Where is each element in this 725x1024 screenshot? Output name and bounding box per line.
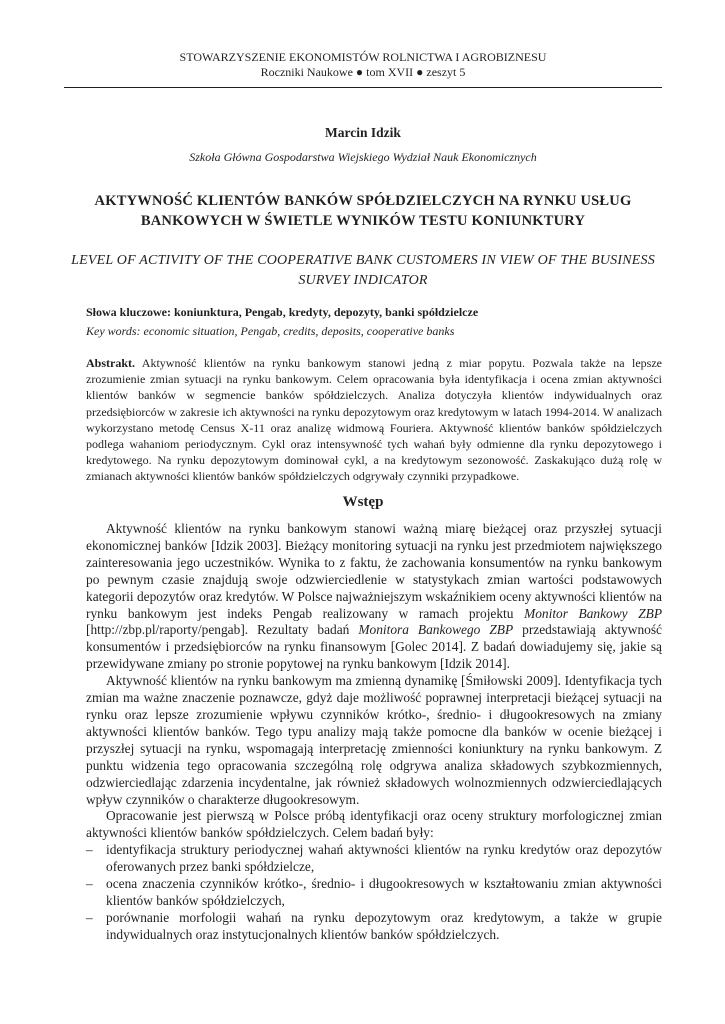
paragraph-1-italic-2: Monitora Bankowego ZBP bbox=[358, 622, 514, 638]
paragraph-1 bbox=[86, 521, 662, 673]
header-org: STOWARZYSZENIE EKONOMISTÓW ROLNICTWA I AGROBIZNESU bbox=[179, 50, 547, 64]
keywords-polish: Słowa kluczowe: koniunktura, Pengab, kredyty, depozyty, banki spółdzielcze bbox=[86, 305, 479, 319]
paragraph-2: Aktywność klientów na rynku bankowym ma zmienną dynamikę [Śmiłowski 2009]. Identyfikacja tych zmian ma ważne znaczenie poznawcze, gdyż daje możliwość poprawnej interpretacji bieżącej sytuacji na rynku oraz lepsze zrozumienie wpływu czynników krótko-, średnio- i długookresowych na zmiany aktywności klientów banków. Tego typu analizy mają także pomocne dla banków w ocenie bieżącej i przyszłej sytuacji na rynku, wspomagają interpretację zmienności koniunktury na rynku bankowym. Z punktu widzenia tego opracowania szczególną rolę odgrywa analiza składowych szybkozmiennych, odzwierciedlając zdarzenia incydentalne, jak również składowych wolnozmiennych odzwierciedlających wpływ czynników o charakterze długookresowym. bbox=[86, 673, 662, 807]
title-polish: AKTYWNOŚĆ KLIENTÓW BANKÓW SPÓŁDZIELCZYCH NA RYNKU USŁUG BANKOWYCH W ŚWIETLE WYNIKÓW TESTU KONIUNKTURY bbox=[94, 193, 632, 229]
journal-header bbox=[64, 50, 662, 80]
list-item: – porównanie morfologii wahań na rynku depozytowym oraz kredytowym, a także w grupie indywidualnych oraz instytucjonalnych klientów banków spółdzielczych. bbox=[86, 910, 662, 944]
header-rule bbox=[64, 87, 662, 88]
keywords-english: Key words: economic situation, Pengab, credits, deposits, cooperative banks bbox=[86, 324, 455, 338]
paragraph-3: Opracowanie jest pierwszą w Polsce próbą identyfikacji oraz oceny struktury morfologicznej zmian aktywności klientów banków spółdzielczych. Celem badań były: bbox=[86, 808, 662, 841]
list-item: – identyfikacja struktury periodycznej wahań aktywności klientów na rynku kredytów oraz depozytów oferowanych przez banki spółdzielcze, bbox=[86, 842, 662, 876]
author-name: Marcin Idzik bbox=[325, 125, 401, 140]
abstract-label: Abstrakt. bbox=[86, 356, 136, 370]
header-journal: Roczniki Naukowe ● tom XVII ● zeszyt 5 bbox=[260, 65, 466, 79]
paragraph-1-part-b: [http://zbp.pl/raporty/pengab]. Rezultaty badań bbox=[86, 622, 359, 638]
abstract-text: Aktywność klientów na rynku bankowym stanowi jedną z miar popytu. Pozwala także na lepsze zrozumienie zmian sytuacji na rynku bankowym. Celem opracowania była identyfikacja i ocena zmian aktywności klientów banków w segmencie banków spółdzielczych. Analiza dotyczyła klientów indywidualnych oraz przedsiębiorców w zakresie ich aktywności na rynku depozytowym oraz kredytowym w latach 1994-2014. W analizach wykorzystano metodę Census X-11 oraz analizę widmową Fouriera. Aktywność klientów banków spółdzielczych podlega wahaniom periodycznym. Cykl oraz intensywność tych wahań były odmienne dla rynku depozytowego i kredytowego. Na rynku depozytowym dominował cykl, a na kredytowym sezonowość. Zaskakująco dużą rolę w zmianach aktywności klientów banków spółdzielczych odgrywały czynniki przypadkowe. bbox=[86, 356, 662, 484]
title-english: LEVEL OF ACTIVITY OF THE COOPERATIVE BANK CUSTOMERS IN VIEW OF THE BUSINESS SURVEY INDICATOR bbox=[71, 253, 655, 288]
paragraph-1-part-c: przedstawiają aktywność konsumentów i przedsiębiorców na rynku finansowym [Golec 2014]. Z badań dowiadujemy się, jakie są przewidywane zmiany po stronie popytowej na rynku bankowym [Idzik 2014]. bbox=[86, 622, 662, 672]
abstract bbox=[86, 355, 662, 485]
aims-list bbox=[86, 842, 662, 943]
body-text bbox=[86, 521, 662, 944]
section-title: Wstęp bbox=[342, 494, 384, 510]
paragraph-1-italic-1: Monitor Bankowy ZBP bbox=[524, 605, 663, 621]
author-affiliation: Szkoła Główna Gospodarstwa Wiejskiego Wydział Nauk Ekonomicznych bbox=[189, 150, 537, 164]
paragraph-1-part-a: Aktywność klientów na rynku bankowym stanowi ważną miarę bieżącej oraz przyszłej sytuacji ekonomicznej banków [Idzik 2003]. Bieżący monitoring sytuacji na rynku jest przedmiotem największego zainteresowania jego uczestników. Wynika to z faktu, że zachowania konsumentów na rynku bankowym po pewnym czasie znajdują swoje odzwierciedlenie w statystykach zmian wartości podstawowych kategorii depozytów oraz kredytów. W Polsce najważniejszym wskaźnikiem oceny aktywności klientów na rynku bankowym jest indeks Pengab realizowany w ramach projektu bbox=[86, 521, 662, 621]
list-item: – ocena znaczenia czynników krótko-, średnio- i długookresowych w kształtowaniu zmian aktywności klientów banków spółdzielczych, bbox=[86, 876, 662, 910]
